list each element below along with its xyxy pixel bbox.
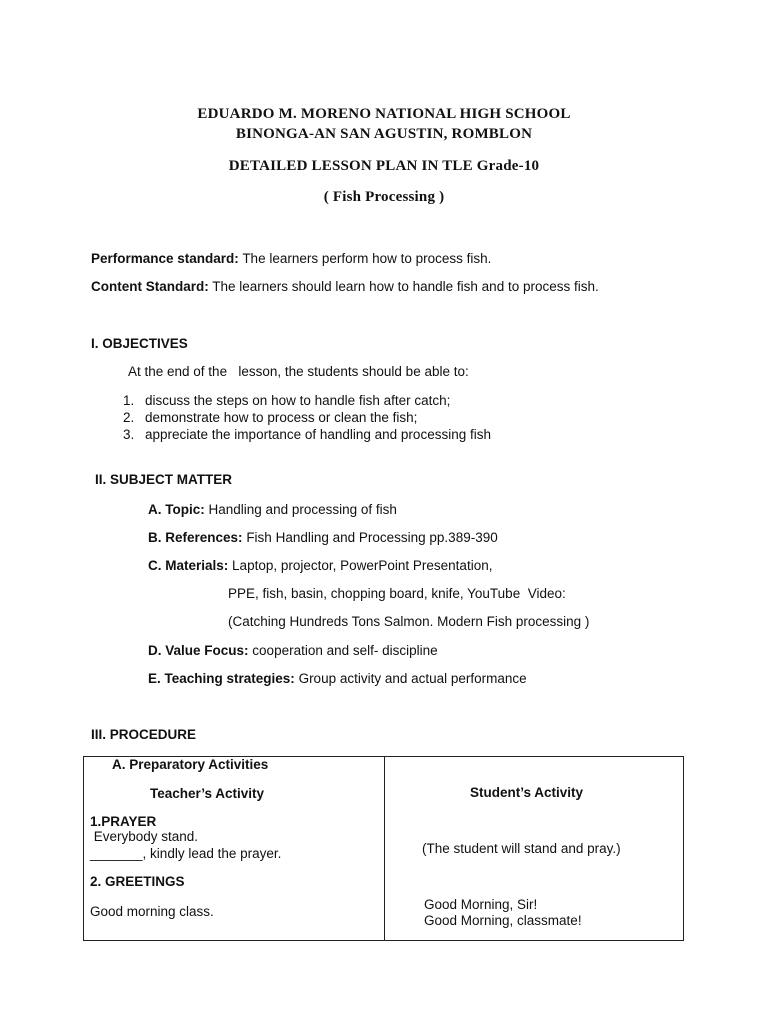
content-standard [91,279,599,294]
greetings-response-classmate: Good Morning, classmate! [424,913,582,928]
greetings-heading: 2. GREETINGS [90,874,185,889]
procedure-heading: III. PROCEDURE [91,727,197,742]
prayer-lead: _______, kindly lead the prayer. [90,846,282,861]
objective-number: 3. [123,427,135,442]
objective-item [123,410,417,425]
performance-text: The learners perform how to process fish. [242,251,492,266]
materials-text: Laptop, projector, PowerPoint Presentation, [232,558,493,573]
topic-line [148,502,397,517]
topic-text: Handling and processing of fish [208,502,397,517]
subject-title: ( Fish Processing ) [323,189,445,205]
procedure-table [83,756,684,941]
topic-label: A. Topic: [148,502,205,517]
objective-item [123,427,491,442]
performance-label: Performance standard: [91,251,239,266]
teaching-strategies-label: E. Teaching strategies: [148,671,295,686]
teaching-strategies-line [148,671,527,686]
performance-standard [91,251,491,266]
plan-title: DETAILED LESSON PLAN IN TLE Grade-10 [228,158,540,174]
school-address: BINONGA-AN SAN AGUSTIN, ROMBLON [235,126,533,142]
prayer-instruction: Everybody stand. [90,829,199,844]
objective-text: discuss the steps on how to handle fish after catch; [145,393,451,408]
preparatory-activities-title: A. Preparatory Activities [112,757,269,772]
materials-line [148,558,492,573]
content-text: The learners should learn how to handle fish and to process fish. [212,279,599,294]
value-focus-line [148,643,438,658]
objective-text: appreciate the importance of handling and processing fish [145,427,491,442]
greetings-response-sir: Good Morning, Sir! [424,897,538,912]
value-focus-text: cooperation and self- discipline [252,643,438,658]
references-line [148,530,498,545]
materials-line-3: (Catching Hundreds Tons Salmon. Modern Fish processing ) [228,614,590,629]
objective-number: 2. [123,410,135,425]
teaching-strategies-text: Group activity and actual performance [298,671,527,686]
objective-number: 1. [123,393,135,408]
prayer-response: (The student will stand and pray.) [422,841,621,856]
prayer-heading: 1.PRAYER [90,814,157,829]
materials-line-2: PPE, fish, basin, chopping board, knife, YouTube Video: [228,586,566,601]
value-focus-label: D. Value Focus: [148,643,249,658]
objectives-heading: I. OBJECTIVES [91,336,188,351]
objective-item [123,393,450,408]
materials-label: C. Materials: [148,558,229,573]
references-text: Fish Handling and Processing pp.389-390 [246,530,498,545]
subject-matter-heading: II. SUBJECT MATTER [95,472,233,487]
references-label: B. References: [148,530,243,545]
teacher-activity-header: Teacher’s Activity [150,786,265,801]
greetings-text: Good morning class. [90,904,214,919]
objectives-intro: At the end of the lesson, the students should be able to: [128,364,469,379]
column-divider [384,757,385,940]
student-activity-header: Student’s Activity [470,785,584,800]
content-label: Content Standard: [91,279,209,294]
objective-text: demonstrate how to process or clean the fish; [145,410,418,425]
school-name: EDUARDO M. MORENO NATIONAL HIGH SCHOOL [197,106,571,122]
